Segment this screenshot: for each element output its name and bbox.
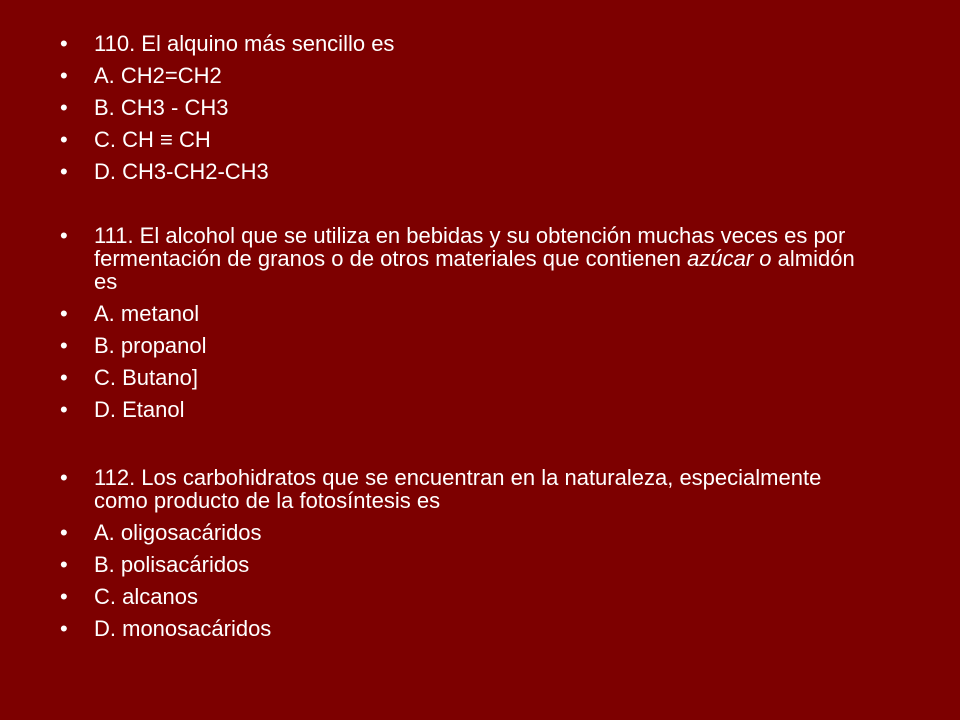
question-110-group (60, 32, 860, 192)
option-110-b (60, 96, 860, 119)
question-112-group (60, 466, 860, 649)
question-110 (60, 32, 864, 55)
bullet: • (60, 301, 68, 326)
option-text: C. alcanos (94, 584, 198, 609)
question-111 (60, 224, 864, 293)
option-111-c (60, 366, 860, 389)
option-text: C. CH ≡ CH (94, 127, 211, 152)
option-110-d (60, 160, 860, 183)
question-111-text-start: 111. El alcohol que se utiliza en bebidas y su obtención muchas veces es por fermentación de granos o de otros materiales que contienen (94, 223, 846, 271)
option-text: D. Etanol (94, 397, 185, 422)
bullet: • (60, 465, 68, 490)
bullet: • (60, 159, 68, 184)
option-text: D. monosacáridos (94, 616, 272, 641)
option-110-a (60, 64, 860, 87)
option-112-b (60, 553, 860, 576)
option-111-b (60, 334, 860, 357)
option-text: B. CH3 - CH3 (94, 95, 229, 120)
option-111-d (60, 398, 860, 421)
option-text: B. propanol (94, 333, 207, 358)
bullet: • (60, 584, 68, 609)
bullet: • (60, 31, 68, 56)
option-112-d (60, 617, 860, 640)
question-111-text-end: almidón es (94, 246, 855, 294)
option-text: C. Butano] (94, 365, 198, 390)
bullet: • (60, 333, 68, 358)
option-text: B. polisacáridos (94, 552, 250, 577)
option-110-c (60, 128, 860, 151)
bullet: • (60, 63, 68, 88)
option-112-a (60, 521, 860, 544)
question-111-group (60, 224, 860, 430)
bullet: • (60, 520, 68, 545)
option-111-a (60, 302, 860, 325)
option-text: A. CH2=CH2 (94, 63, 222, 88)
option-text: A. oligosacáridos (94, 520, 262, 545)
bullet: • (60, 223, 68, 248)
bullet: • (60, 365, 68, 390)
question-111-text-italic: azúcar o (687, 246, 772, 271)
option-112-c (60, 585, 860, 608)
bullet: • (60, 95, 68, 120)
question-110-text: 110. El alquino más sencillo es (94, 31, 395, 56)
option-text: A. metanol (94, 301, 200, 326)
question-112 (60, 466, 864, 512)
bullet: • (60, 616, 68, 641)
option-text: D. CH3-CH2-CH3 (94, 159, 269, 184)
bullet: • (60, 397, 68, 422)
question-111-text (94, 223, 855, 294)
question-112-text: 112. Los carbohidratos que se encuentran en la naturaleza, especialmente como producto de la fotosíntesis es (94, 465, 822, 513)
bullet: • (60, 552, 68, 577)
bullet: • (60, 127, 68, 152)
